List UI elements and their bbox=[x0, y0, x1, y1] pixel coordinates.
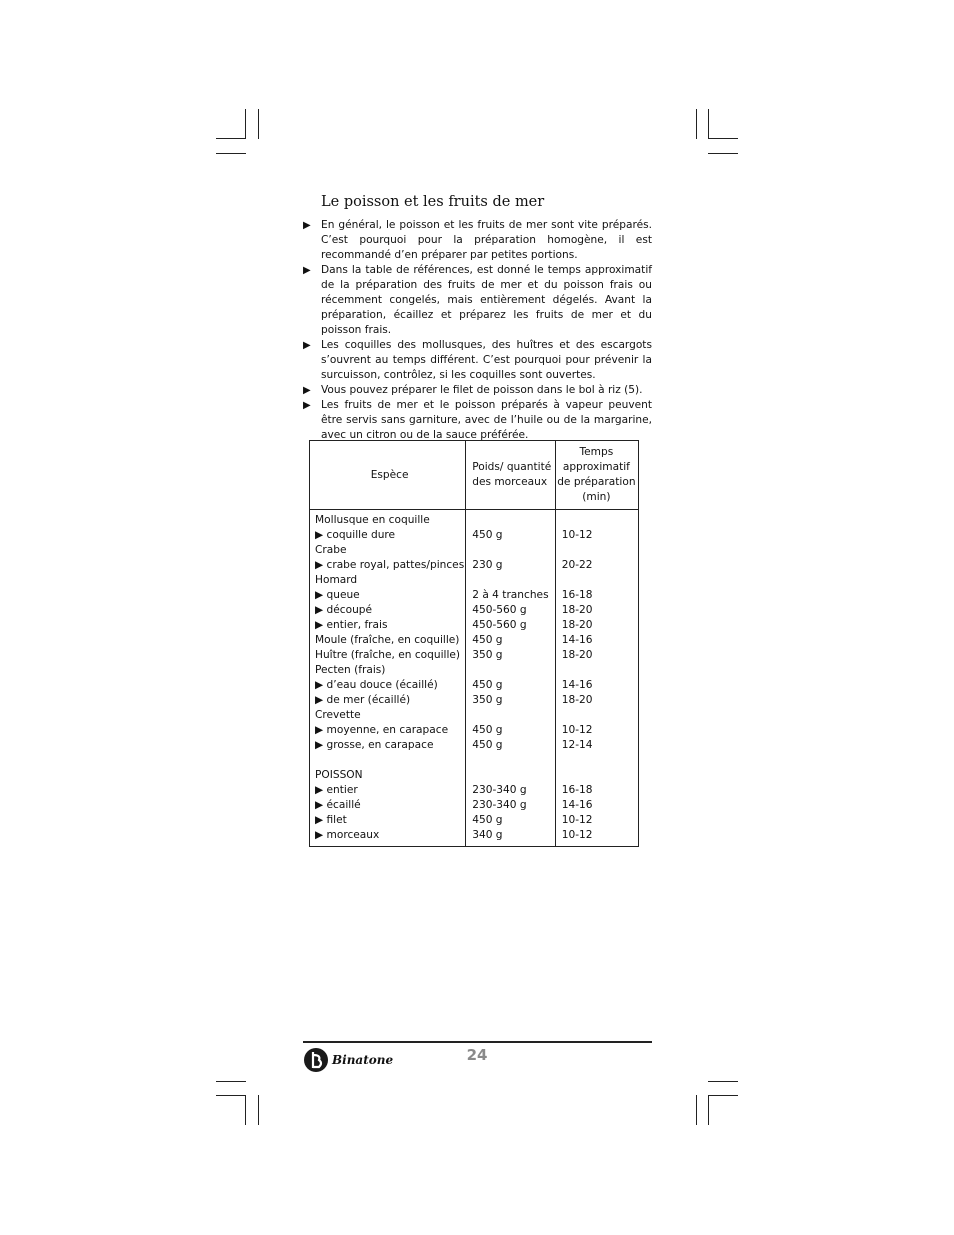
table-cell-species: Pecten (frais) bbox=[315, 664, 386, 676]
crop-mark bbox=[216, 1081, 246, 1082]
table-cell-time bbox=[562, 753, 637, 768]
table-cell-time: 16-18 bbox=[561, 589, 593, 601]
table-cell-time bbox=[562, 663, 637, 678]
crop-mark bbox=[258, 1095, 259, 1125]
crop-mark bbox=[696, 109, 697, 139]
instructions-list bbox=[303, 218, 652, 443]
table-cell-time: 10-12 bbox=[561, 814, 593, 826]
table-cell-species: Huître (fraîche, en coquille) bbox=[315, 649, 461, 661]
instruction-item: ▶ Dans la table de références, est donné le temps approximatif de la préparation des fruits de mer et du poisson frais ou récemment congelés, mais entièrement dégelés. Avant la préparation, écaillez et préparez les fruits de mer et du poisson frais. bbox=[303, 264, 652, 336]
table-cell-weight: 450 g bbox=[472, 634, 503, 646]
table-cell-time bbox=[562, 543, 637, 558]
table-cell-weight bbox=[472, 708, 554, 723]
crop-mark bbox=[708, 153, 738, 154]
table-cell-weight bbox=[472, 768, 554, 783]
page-number: 24 bbox=[466, 1046, 488, 1064]
table-cell-weight: 230-340 g bbox=[472, 799, 527, 811]
instruction-item: ▶ Vous pouvez préparer le filet de poisson dans le bol à riz (5). bbox=[303, 384, 643, 396]
table-cell-species: ▶ entier, frais bbox=[315, 619, 388, 631]
table-cell-time bbox=[562, 573, 637, 588]
footer-rule bbox=[303, 1041, 652, 1043]
crop-mark bbox=[216, 1095, 246, 1096]
header-time: Temps approximatif de préparation (min) bbox=[555, 441, 638, 510]
table-cell-weight: 450 g bbox=[472, 814, 503, 826]
table-cell-time: 12-14 bbox=[561, 739, 593, 751]
table-cell-weight bbox=[472, 573, 554, 588]
table-cell-time: 18-20 bbox=[561, 604, 593, 616]
table-header-row bbox=[310, 441, 639, 510]
table-cell-species: ▶ grosse, en carapace bbox=[315, 739, 434, 751]
table-cell-weight: 450 g bbox=[472, 679, 503, 691]
table-cell-species: ▶ coquille dure bbox=[315, 529, 396, 541]
table-cell-species: ▶ morceaux bbox=[315, 829, 380, 841]
table-cell-weight: 2 à 4 tranches bbox=[472, 589, 549, 601]
instruction-item: ▶ En général, le poisson et les fruits de mer sont vite préparés. C’est pourquoi pour la préparation homogène, il est recommandé d’en préparer par petites portions. bbox=[303, 219, 652, 261]
table-cell-species: ▶ d’eau douce (écaillé) bbox=[315, 679, 438, 691]
table-cell-species: ▶ queue bbox=[315, 589, 360, 601]
table-cell-time: 20-22 bbox=[561, 559, 593, 571]
table-cell-species: ▶ écaillé bbox=[315, 799, 361, 811]
table-cell-species: ▶ de mer (écaillé) bbox=[315, 694, 411, 706]
table-cell-weight: 450 g bbox=[472, 724, 503, 736]
table-cell-weight: 350 g bbox=[472, 649, 503, 661]
table-cell-species: Mollusque en coquille bbox=[315, 514, 430, 526]
weight-column bbox=[466, 510, 556, 847]
table-cell-time: 18-20 bbox=[561, 649, 593, 661]
reference-table bbox=[309, 440, 639, 847]
triangle-bullet-icon: ▶ bbox=[303, 340, 311, 351]
triangle-bullet-icon: ▶ bbox=[303, 400, 311, 411]
crop-mark bbox=[216, 138, 246, 139]
instruction-item: ▶ Les fruits de mer et le poisson préparés à vapeur peuvent être servis sans garniture, avec de l’huile ou de la margarine, avec un citron ou de la sauce préférée. bbox=[303, 399, 652, 441]
brand-name: Binatone bbox=[332, 1053, 394, 1067]
table-cell-species: POISSON bbox=[315, 769, 363, 781]
table-cell-species: Moule (fraîche, en coquille) bbox=[315, 634, 460, 646]
table-cell-time: 14-16 bbox=[561, 634, 593, 646]
triangle-bullet-icon: ▶ bbox=[303, 220, 311, 231]
triangle-bullet-icon: ▶ bbox=[303, 265, 311, 276]
table-cell-species bbox=[315, 753, 464, 768]
crop-mark bbox=[708, 1095, 709, 1125]
crop-mark bbox=[708, 138, 738, 139]
crop-mark bbox=[708, 1095, 738, 1096]
table-cell-time bbox=[562, 513, 637, 528]
table-cell-time bbox=[562, 708, 637, 723]
table-cell-species: ▶ moyenne, en carapace bbox=[315, 724, 449, 736]
table-cell-species: ▶ crabe royal, pattes/pinces bbox=[315, 559, 465, 571]
table-cell-species: ▶ filet bbox=[315, 814, 347, 826]
crop-mark bbox=[245, 109, 246, 139]
table-cell-weight: 350 g bbox=[472, 694, 503, 706]
table-cell-weight: 450 g bbox=[472, 739, 503, 751]
header-weight: Poids/ quantité des morceaux bbox=[466, 441, 556, 510]
table-cell-weight: 450-560 g bbox=[472, 619, 527, 631]
table-cell-weight: 450 g bbox=[472, 529, 503, 541]
table-cell-time bbox=[562, 768, 637, 783]
crop-mark bbox=[258, 109, 259, 139]
brand-logo bbox=[303, 1047, 393, 1073]
header-species: Espèce bbox=[310, 441, 466, 510]
table-cell-species: Crevette bbox=[315, 709, 361, 721]
table-cell-species: Homard bbox=[315, 574, 358, 586]
table-cell-weight: 230-340 g bbox=[472, 784, 527, 796]
section-title: Le poisson et les fruits de mer bbox=[321, 194, 545, 210]
table-cell-species: Crabe bbox=[315, 544, 347, 556]
table-cell-time: 10-12 bbox=[561, 724, 593, 736]
table-cell-time: 18-20 bbox=[561, 694, 593, 706]
crop-mark bbox=[708, 1081, 738, 1082]
crop-mark bbox=[245, 1095, 246, 1125]
crop-mark bbox=[708, 109, 709, 139]
table-cell-weight bbox=[472, 663, 554, 678]
time-column bbox=[555, 510, 638, 847]
binatone-logo-icon bbox=[303, 1047, 329, 1073]
instruction-item: ▶ Les coquilles des mollusques, des huîtres et des escargots s’ouvrent au temps différent. C’est pourquoi pour prévenir la surcuisson, contrôlez, si les coquilles sont ouvertes. bbox=[303, 339, 652, 381]
table-cell-time: 14-16 bbox=[561, 679, 593, 691]
table-cell-weight bbox=[472, 753, 554, 768]
table-cell-time: 18-20 bbox=[561, 619, 593, 631]
table-cell-weight: 230 g bbox=[472, 559, 503, 571]
table-cell-weight: 450-560 g bbox=[472, 604, 527, 616]
table-cell-weight bbox=[472, 513, 554, 528]
triangle-bullet-icon: ▶ bbox=[303, 385, 311, 396]
table-cell-weight bbox=[472, 543, 554, 558]
table-body-row bbox=[310, 510, 639, 847]
table-cell-time: 14-16 bbox=[561, 799, 593, 811]
table-cell-time: 10-12 bbox=[561, 529, 593, 541]
crop-mark bbox=[216, 153, 246, 154]
species-column bbox=[310, 510, 466, 847]
crop-mark bbox=[696, 1095, 697, 1125]
table-cell-time: 10-12 bbox=[561, 829, 593, 841]
table-cell-time: 16-18 bbox=[561, 784, 593, 796]
table-cell-species: ▶ découpé bbox=[315, 604, 373, 616]
table-cell-weight: 340 g bbox=[472, 829, 503, 841]
table-cell-species: ▶ entier bbox=[315, 784, 358, 796]
